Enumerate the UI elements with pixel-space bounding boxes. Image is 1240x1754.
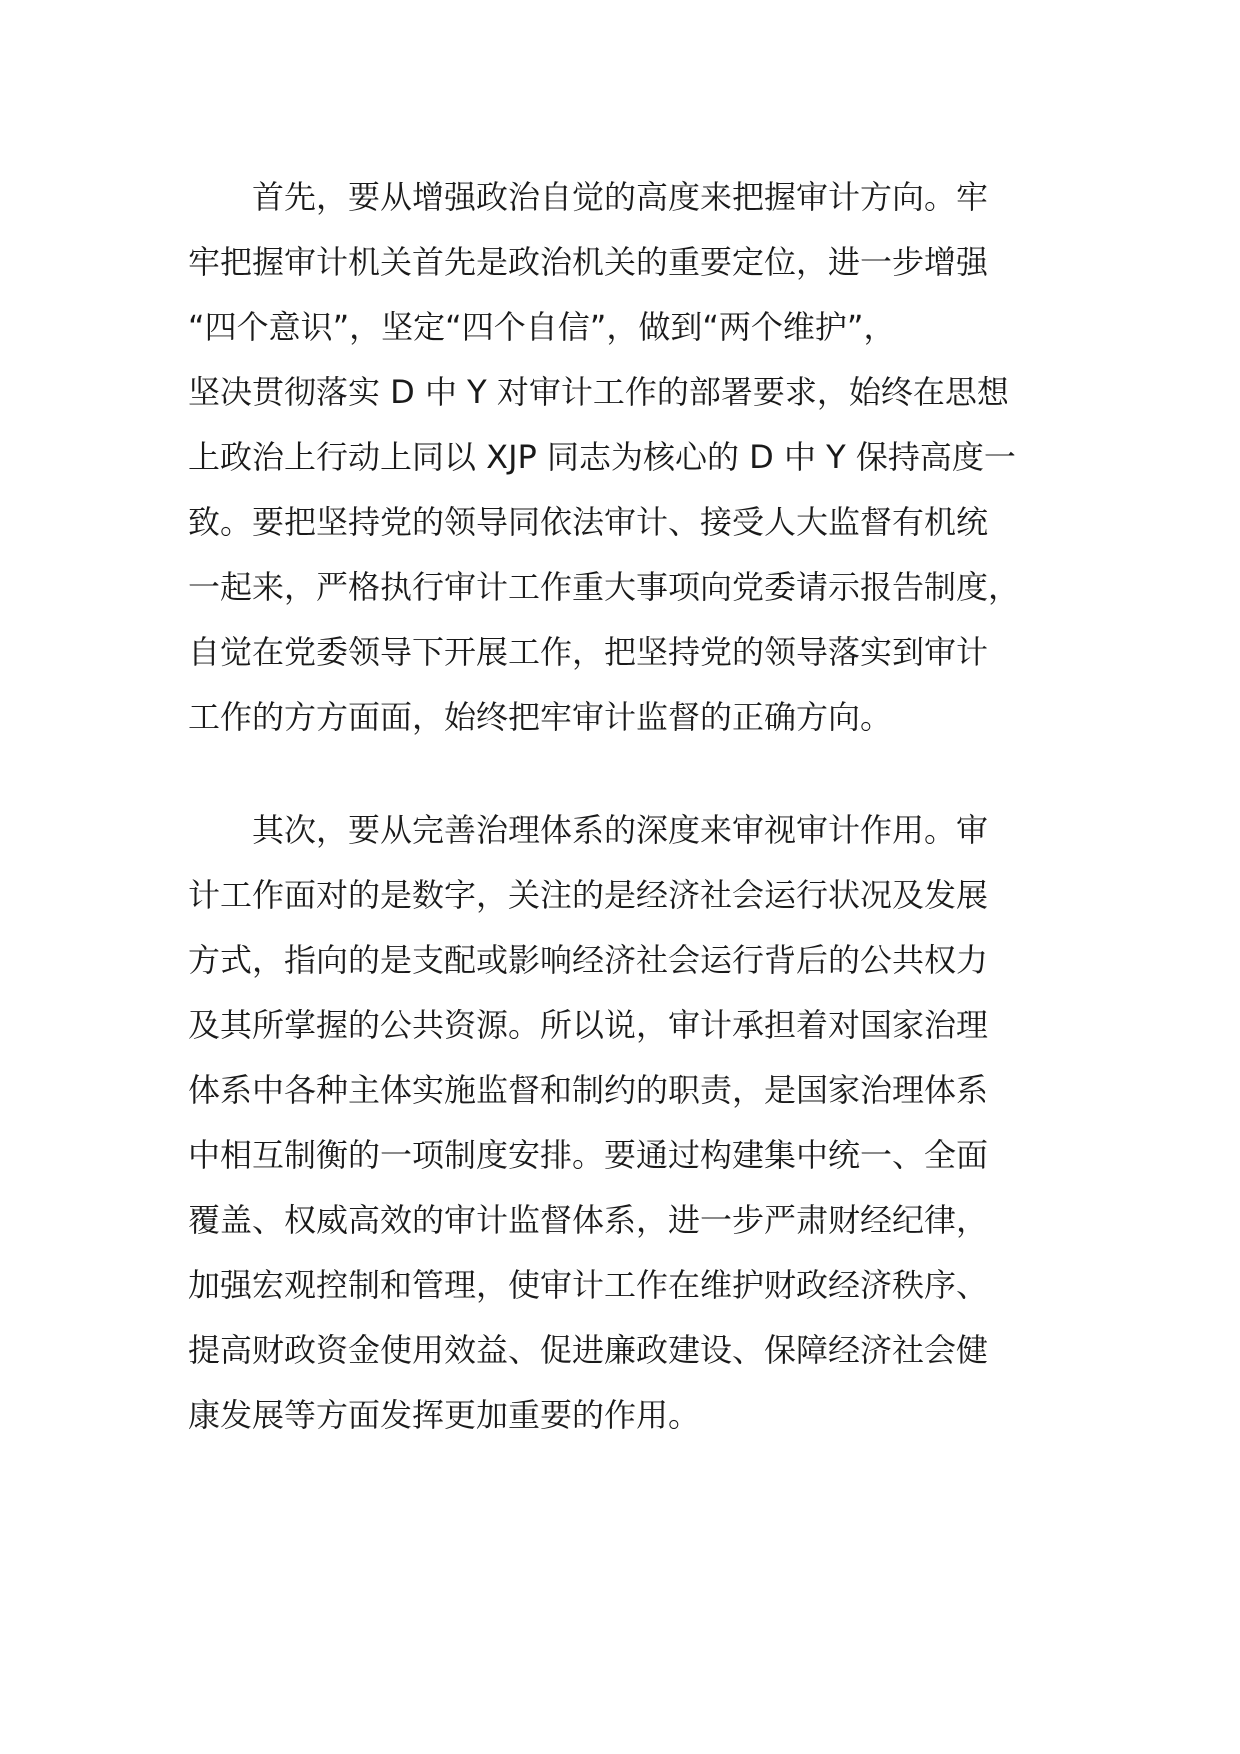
paragraph-line: 首先，要从增强政治自觉的高度来把握审计方向。牢 <box>252 178 989 216</box>
paragraph-line: 工作的方方面面，始终把牢审计监督的正确方向。 <box>188 698 893 736</box>
paragraph-line: 一起来，严格执行审计工作重大事项向党委请示报告制度， <box>188 568 1021 606</box>
paragraph-line: 体系中各种主体实施监督和制约的职责，是国家治理体系 <box>188 1071 989 1109</box>
paragraph-line: 自觉在党委领导下开展工作，把坚持党的领导落实到审计 <box>188 633 989 671</box>
paragraph-line: 覆盖、权威高效的审计监督体系，进一步严肃财经纪律， <box>188 1201 989 1239</box>
paragraph-line: 其次，要从完善治理体系的深度来审视审计作用。审 <box>252 811 989 849</box>
paragraph-governance-system <box>188 798 1068 1448</box>
paragraph-line: 中相互制衡的一项制度安排。要通过构建集中统一、全面 <box>188 1136 989 1174</box>
paragraph-line: 牢把握审计机关首先是政治机关的重要定位，进一步增强 <box>188 243 989 281</box>
paragraph-line: “四个意识”，坚定“四个自信”，做到“两个维护”， <box>188 308 896 346</box>
paragraph-line: 上政治上行动上同以 XJP 同志为核心的 D 中 Y 保持高度一 <box>188 438 1016 476</box>
paragraph-line: 方式，指向的是支配或影响经济社会运行背后的公共权力 <box>188 941 989 979</box>
paragraph-line: 康发展等方面发挥更加重要的作用。 <box>188 1396 701 1434</box>
paragraph-line: 提高财政资金使用效益、促进廉政建设、保障经济社会健 <box>188 1331 989 1369</box>
paragraph-line: 及其所掌握的公共资源。所以说，审计承担着对国家治理 <box>188 1006 989 1044</box>
paragraph-political-awareness <box>188 165 1068 750</box>
paragraph-line: 加强宏观控制和管理，使审计工作在维护财政经济秩序、 <box>188 1266 989 1304</box>
paragraph-line: 计工作面对的是数字，关注的是经济社会运行状况及发展 <box>188 876 989 914</box>
paragraph-line: 致。要把坚持党的领导同依法审计、接受人大监督有机统 <box>188 503 989 541</box>
paragraph-line: 坚决贯彻落实 D 中 Y 对审计工作的部署要求，始终在思想 <box>188 373 1009 411</box>
